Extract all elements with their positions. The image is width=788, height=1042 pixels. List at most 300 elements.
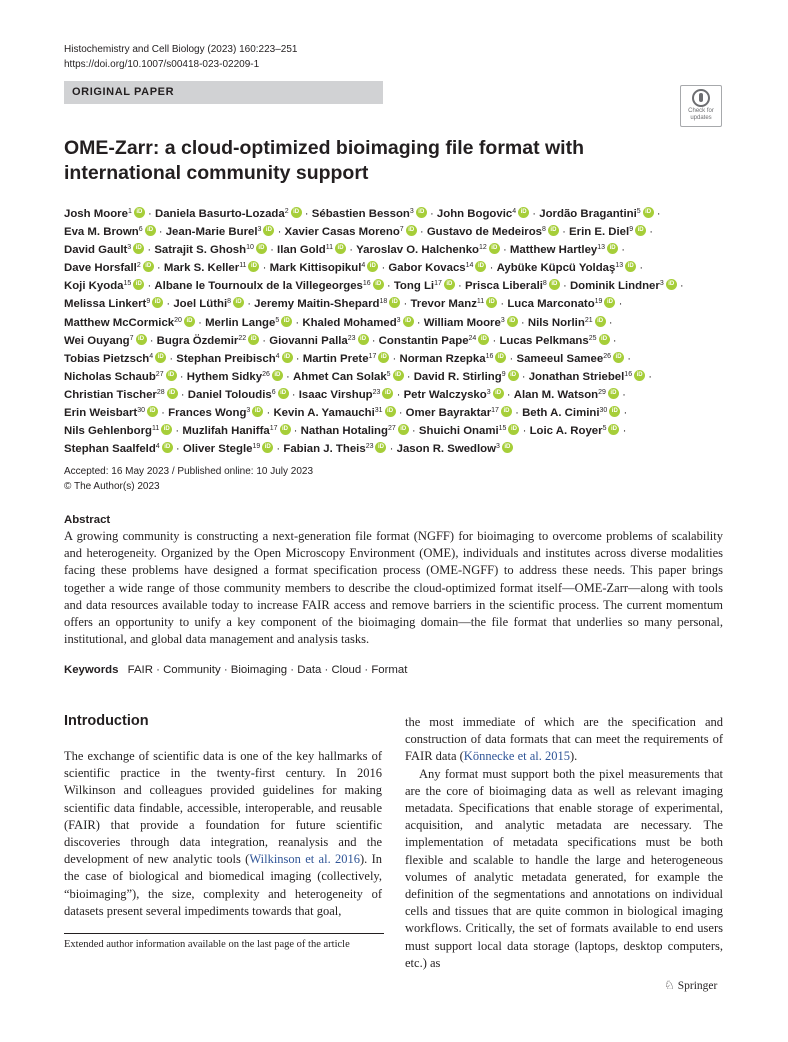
- orcid-icon[interactable]: [248, 334, 259, 345]
- orcid-icon[interactable]: [233, 297, 244, 308]
- author-name[interactable]: Satrajit S. Ghosh$^{10}$iD: [154, 244, 267, 256]
- author-line: [64, 205, 736, 223]
- orcid-icon[interactable]: [406, 225, 417, 236]
- author-separator: ·: [408, 425, 419, 438]
- footnote: Extended author information available on the last page of the article: [64, 939, 350, 950]
- author-separator: ·: [393, 388, 404, 401]
- author-separator: ·: [619, 425, 627, 438]
- author-line: [64, 241, 736, 259]
- orcid-icon[interactable]: [595, 316, 606, 327]
- affiliation-number: 10: [246, 244, 254, 252]
- orcid-icon[interactable]: [548, 225, 559, 236]
- author-name[interactable]: Aybüke Küpcü Yoldaş$^{13}$iD: [497, 262, 637, 274]
- affiliation-number: 16: [362, 280, 371, 288]
- author-name[interactable]: Mark S. Keller$^{11}$iD: [164, 262, 260, 274]
- author-name[interactable]: Hythem Sidky$^{26}$iD: [187, 371, 283, 383]
- orcid-icon[interactable]: [635, 225, 646, 236]
- author-name[interactable]: Tobias Pietzsch$^4$iD: [64, 353, 166, 365]
- affiliation-number: 17: [491, 407, 499, 415]
- affiliation-number: 30: [599, 407, 608, 415]
- orcid-icon[interactable]: [252, 406, 263, 417]
- copyright: © The Author(s) 2023: [64, 481, 160, 492]
- affiliation-number: 26: [603, 352, 612, 360]
- author-name[interactable]: Khaled Mohamed$^3$iD: [302, 317, 413, 329]
- affiliation-number: 17: [368, 352, 377, 360]
- orcid-icon[interactable]: [134, 207, 145, 218]
- author-separator: ·: [346, 244, 357, 257]
- publication-dates: [64, 464, 313, 494]
- author-separator: ·: [518, 370, 529, 383]
- affiliation-number: 16: [485, 352, 494, 360]
- orcid-icon[interactable]: [278, 388, 289, 399]
- check-updates-icon: [692, 89, 710, 107]
- orcid-icon[interactable]: [607, 243, 618, 254]
- author-separator: ·: [259, 334, 270, 347]
- affiliation-number: 6: [271, 388, 276, 396]
- author-name[interactable]: Martin Prete$^{17}$iD: [303, 353, 390, 365]
- author-name[interactable]: Oliver Stegle$^{19}$iD: [183, 443, 273, 455]
- affiliation-number: 28: [156, 388, 165, 396]
- keywords-list: FAIR · Community · Bioimaging · Data · Cloud · Format: [127, 664, 408, 676]
- author-line: [64, 404, 736, 422]
- author-name[interactable]: Isaac Virshup$^{23}$iD: [299, 389, 394, 401]
- affiliation-number: 11: [239, 262, 247, 270]
- affiliation-number: 29: [598, 388, 606, 396]
- author-separator: ·: [395, 407, 406, 420]
- author-name[interactable]: Alan M. Watson$^{29}$iD: [514, 389, 619, 401]
- check-for-updates-badge[interactable]: [680, 85, 722, 127]
- orcid-icon[interactable]: [495, 352, 506, 363]
- orcid-icon[interactable]: [167, 388, 178, 399]
- intro-paragraph-1-continued: the most immediate of which are the specification and construction of data formats that can meet the requirements of FAIR data (Könnecke et al. 2015).: [405, 715, 723, 764]
- affiliation-number: 3: [127, 244, 132, 252]
- affiliation-number: 17: [269, 425, 278, 433]
- affiliation-number: 5: [275, 316, 280, 324]
- author-line: [64, 277, 736, 295]
- affiliation-number: 8: [542, 226, 546, 234]
- orcid-icon[interactable]: [262, 442, 273, 453]
- author-separator: ·: [454, 280, 466, 293]
- affiliation-number: 5: [386, 370, 391, 378]
- affiliation-number: 11: [325, 244, 334, 252]
- author-separator: ·: [158, 407, 169, 420]
- orcid-icon[interactable]: [643, 207, 654, 218]
- affiliation-number: 21: [584, 316, 593, 324]
- orcid-icon[interactable]: [501, 406, 512, 417]
- author-separator: ·: [605, 316, 613, 329]
- affiliation-number: 13: [615, 262, 624, 270]
- author-line: [64, 350, 736, 368]
- footnote-divider: [64, 933, 384, 934]
- author-name[interactable]: Albane le Tournoulx de la Villegeorges$^{16}$iD: [154, 280, 383, 292]
- author-name[interactable]: Mark Kittisopikul$^4$iD: [270, 262, 379, 274]
- orcid-icon[interactable]: [291, 207, 302, 218]
- author-separator: ·: [172, 425, 183, 438]
- author-separator: ·: [263, 407, 274, 420]
- orcid-icon[interactable]: [335, 243, 346, 254]
- author-separator: ·: [503, 388, 514, 401]
- affiliation-number: 16: [624, 370, 633, 378]
- affiliation-number: 19: [252, 443, 261, 451]
- orcid-icon[interactable]: [143, 261, 154, 272]
- author-name[interactable]: Erin E. Diel$^9$iD: [569, 226, 646, 238]
- orcid-icon[interactable]: [378, 352, 389, 363]
- author-list: [64, 205, 736, 458]
- author-separator: ·: [615, 298, 623, 311]
- author-separator: ·: [676, 280, 684, 293]
- author-name[interactable]: Ahmet Can Solak$^5$iD: [293, 371, 404, 383]
- author-separator: ·: [426, 208, 437, 220]
- affiliation-number: 9: [501, 370, 506, 378]
- author-separator: ·: [506, 352, 517, 365]
- orcid-icon[interactable]: [367, 261, 378, 272]
- orcid-icon[interactable]: [613, 352, 624, 363]
- orcid-icon[interactable]: [444, 279, 455, 290]
- author-separator: ·: [290, 425, 301, 438]
- accepted-published-dates: Accepted: 16 May 2023 / Published online: 10 July 2023: [64, 466, 314, 477]
- author-name[interactable]: Gustavo de Medeiros$^8$iD: [427, 226, 559, 238]
- orcid-icon[interactable]: [486, 297, 497, 308]
- author-separator: ·: [378, 262, 389, 275]
- author-separator: ·: [511, 407, 523, 420]
- author-name[interactable]: Matthew Hartley$^{13}$iD: [510, 244, 618, 256]
- affiliation-number: 3: [500, 316, 505, 324]
- author-name[interactable]: Eva M. Brown$^6$iD: [64, 226, 156, 238]
- author-separator: ·: [266, 244, 278, 257]
- author-name[interactable]: Josh Moore$^1$iD: [64, 208, 145, 220]
- affiliation-number: 20: [174, 316, 182, 324]
- author-separator: ·: [620, 407, 628, 420]
- author-name[interactable]: Nicholas Schaub$^{27}$iD: [64, 371, 177, 383]
- affiliation-number: 23: [365, 443, 374, 451]
- author-separator: ·: [517, 316, 528, 329]
- orcid-icon[interactable]: [263, 225, 274, 236]
- author-name[interactable]: Jordão Bragantini$^5$iD: [539, 208, 653, 220]
- orcid-icon[interactable]: [280, 424, 291, 435]
- author-name[interactable]: Loic A. Royer$^5$iD: [530, 425, 620, 437]
- author-separator: ·: [499, 244, 510, 257]
- author-name[interactable]: David R. Stirling$^9$iD: [414, 371, 519, 383]
- article-type-label: ORIGINAL PAPER: [64, 81, 383, 104]
- affiliation-number: 22: [238, 334, 247, 342]
- affiliation-number: 19: [594, 298, 603, 306]
- author-separator: ·: [166, 352, 177, 365]
- author-separator: ·: [497, 298, 508, 311]
- intro-paragraph-2: Any format must support both the pixel measurements that are the core of bioimaging data as well as relevant imaging metadata. Specifications that enable storage of experimental, acquisition, and analytic metadata are necessary. The implementation of metadata specifications must be both flexible and scalable to handle the large and heterogeneous volumes of analytic metadata generated, for example the definition of the segmentations and annotations on individual cells and tissues that are quite common in biological imaging workflows. Critically, the set of formats available to end users must support local data storage (laptops, desktop computers, etc.) as: [405, 766, 723, 970]
- orcid-icon[interactable]: [385, 406, 396, 417]
- author-name[interactable]: Trevor Manz$^{11}$iD: [410, 298, 497, 310]
- orcid-icon[interactable]: [152, 297, 163, 308]
- author-separator: ·: [646, 226, 654, 239]
- author-line: [64, 223, 736, 241]
- abstract-text: A growing community is constructing a next-generation file format (NGFF) for bioimaging to overcome problems of scalability and heterogeneity. Organized by the Open Microscopy Environment (OME), individuals and institutes across diverse modalities facing these problems have designed a format specification process (OME-NGFF) to address these needs. This paper brings together a wide range of those community members to describe the cloud-optimized format itself—OME-Zarr—along with tools and data resources available today to increase FAIR access and remove barriers in the scientific process. The current momentum offers an opportunity to unify a key component of the bioimaging domain—the file format that underlies so many personal, institutional, and global data management and analysis tasks.: [64, 529, 723, 647]
- author-name[interactable]: Matthew McCormick$^{20}$iD: [64, 317, 195, 329]
- author-separator: ·: [194, 316, 206, 329]
- author-separator: ·: [177, 388, 188, 401]
- author-separator: ·: [282, 370, 293, 383]
- affiliation-number: 18: [379, 298, 388, 306]
- author-separator: ·: [559, 280, 570, 293]
- author-separator: ·: [274, 226, 285, 239]
- author-separator: ·: [383, 280, 394, 293]
- intro-paragraph-1: The exchange of scientific data is one of the key hallmarks of scientific practice in the twenty-first century. In 2016 Wilkinson and colleagues provided guidelines for making scientific data findable, accessible, interoperable, and reusable (FAIR) that provide a foundation for future scientific discoveries through data integration, reanalysis and the development of new analytic tools (Wilkinson et al. 2016). In the case of biological and biomedical imaging (collectively, “bioimaging”), the size, complexity and heterogeneity of datasets present several impediments towards that goal,: [64, 749, 383, 918]
- author-name[interactable]: Beth A. Cimini$^{30}$iD: [522, 407, 620, 419]
- author-separator: ·: [292, 352, 303, 365]
- author-name[interactable]: Erin Weisbart$^{30}$iD: [64, 407, 158, 419]
- author-line: [64, 368, 736, 386]
- author-name[interactable]: Jean-Marie Burel$^3$iD: [166, 226, 275, 238]
- author-name[interactable]: Stephan Saalfeld$^4$iD: [64, 443, 173, 455]
- orcid-icon[interactable]: [549, 279, 560, 290]
- author-separator: ·: [624, 352, 631, 365]
- orcid-icon[interactable]: [416, 207, 427, 218]
- affiliation-number: 17: [434, 280, 442, 288]
- citation-link[interactable]: Wilkinson et al. 2016: [249, 852, 360, 867]
- orcid-icon[interactable]: [166, 370, 177, 381]
- author-separator: ·: [653, 208, 661, 220]
- orcid-icon[interactable]: [373, 279, 384, 290]
- affiliation-number: 12: [479, 244, 487, 252]
- author-name[interactable]: Bugra Özdemir$^{22}$iD: [157, 335, 259, 347]
- author-line: [64, 422, 736, 440]
- orcid-icon[interactable]: [155, 352, 166, 363]
- orcid-icon[interactable]: [393, 370, 404, 381]
- author-separator: ·: [301, 208, 312, 220]
- affiliation-number: 26: [262, 370, 270, 378]
- author-separator: ·: [636, 262, 644, 275]
- author-line: [64, 386, 736, 404]
- orcid-icon[interactable]: [161, 424, 172, 435]
- affiliation-number: 30: [137, 407, 146, 415]
- author-name[interactable]: Nils Gehlenborg$^{11}$iD: [64, 425, 172, 437]
- author-separator: ·: [403, 370, 414, 383]
- author-separator: ·: [244, 298, 255, 311]
- author-separator: ·: [292, 316, 303, 329]
- author-name[interactable]: Sébastien Besson$^3$iD: [312, 208, 427, 220]
- affiliation-number: 4: [155, 443, 160, 451]
- author-separator: ·: [609, 334, 617, 347]
- orcid-icon[interactable]: [184, 316, 195, 327]
- orcid-icon[interactable]: [375, 442, 386, 453]
- right-column: [405, 714, 723, 972]
- affiliation-number: 4: [149, 352, 154, 360]
- author-separator: ·: [558, 226, 570, 239]
- affiliation-number: 25: [588, 334, 597, 342]
- author-separator: ·: [172, 443, 183, 456]
- author-name[interactable]: William Moore$^3$iD: [424, 317, 518, 329]
- orcid-icon[interactable]: [608, 424, 619, 435]
- author-name[interactable]: Ilan Gold$^{11}$iD: [277, 244, 346, 256]
- introduction-heading: Introduction: [64, 713, 149, 729]
- affiliation-number: 27: [387, 425, 396, 433]
- author-name[interactable]: Jonathan Striebel$^{16}$iD: [529, 371, 645, 383]
- affiliation-number: 4: [275, 352, 280, 360]
- orcid-icon[interactable]: [604, 297, 615, 308]
- publisher-name: Springer: [677, 980, 718, 992]
- orcid-icon[interactable]: [609, 406, 620, 417]
- author-name[interactable]: Xavier Casas Moreno$^7$iD: [285, 226, 417, 238]
- affiliation-number: 7: [399, 226, 404, 234]
- orcid-icon[interactable]: [382, 388, 393, 399]
- affiliation-number: 13: [597, 244, 606, 252]
- affiliation-number: 8: [227, 298, 232, 306]
- orcid-icon[interactable]: [136, 334, 147, 345]
- orcid-icon[interactable]: [508, 424, 519, 435]
- author-name[interactable]: Jason R. Swedlow$^3$iD: [397, 443, 513, 455]
- affiliation-number: 11: [151, 425, 160, 433]
- author-line: [64, 332, 736, 350]
- affiliation-number: 23: [347, 334, 356, 342]
- author-name[interactable]: Constantin Pape$^{24}$iD: [379, 335, 490, 347]
- journal-doi[interactable]: https://doi.org/10.1007/s00418-023-02209-1: [64, 59, 260, 70]
- abstract-heading: Abstract: [64, 514, 111, 526]
- orcid-icon[interactable]: [625, 261, 636, 272]
- orcid-icon[interactable]: [502, 442, 513, 453]
- orcid-icon[interactable]: [389, 297, 400, 308]
- author-name[interactable]: Tong Li$^{17}$iD: [394, 280, 455, 292]
- author-name[interactable]: Christian Tischer$^{28}$iD: [64, 389, 178, 401]
- author-separator: ·: [618, 244, 626, 257]
- author-name[interactable]: Gabor Kovacs$^{14}$iD: [388, 262, 486, 274]
- journal-header: [64, 42, 297, 72]
- orcid-icon[interactable]: [489, 243, 500, 254]
- author-separator: ·: [519, 425, 530, 438]
- author-separator: ·: [176, 370, 187, 383]
- author-name[interactable]: John Bogovic$^4$iD: [437, 208, 529, 220]
- author-name[interactable]: Kevin A. Yamauchi$^{31}$iD: [273, 407, 395, 419]
- author-name[interactable]: Melissa Linkert$^9$iD: [64, 298, 163, 310]
- affiliation-number: 5: [636, 208, 641, 215]
- orcid-icon[interactable]: [478, 334, 489, 345]
- keywords-label: Keywords: [64, 664, 119, 676]
- author-name[interactable]: Stephan Preibisch$^4$iD: [176, 353, 292, 365]
- author-separator: ·: [163, 298, 174, 311]
- affiliation-number: 5: [602, 425, 607, 433]
- author-separator: ·: [618, 388, 626, 401]
- orcid-icon[interactable]: [475, 261, 486, 272]
- author-name[interactable]: Merlin Lange$^5$iD: [205, 317, 292, 329]
- author-separator: ·: [288, 388, 299, 401]
- affiliation-number: 11: [476, 298, 485, 306]
- author-name[interactable]: Nathan Hotaling$^{27}$iD: [301, 425, 409, 437]
- affiliation-number: 15: [123, 280, 132, 288]
- citation-link[interactable]: Könnecke et al. 2015: [463, 749, 571, 764]
- springer-horse-icon: ♘: [664, 978, 675, 992]
- author-name[interactable]: Joel Lüthi$^8$iD: [173, 298, 244, 310]
- affiliation-number: 3: [659, 280, 664, 288]
- author-name[interactable]: Yaroslav O. Halchenko$^{12}$iD: [356, 244, 500, 256]
- author-separator: ·: [153, 262, 164, 275]
- author-name[interactable]: David Gault$^3$iD: [64, 244, 144, 256]
- orcid-icon[interactable]: [133, 243, 144, 254]
- affiliation-number: 2: [284, 208, 289, 215]
- affiliation-number: 4: [512, 208, 517, 215]
- author-name[interactable]: Daniel Toloudis$^6$iD: [188, 389, 289, 401]
- orcid-icon[interactable]: [507, 316, 518, 327]
- affiliation-number: 3: [246, 407, 251, 415]
- orcid-icon[interactable]: [282, 352, 293, 363]
- orcid-icon[interactable]: [608, 388, 619, 399]
- author-name[interactable]: Dave Horsfall$^2$iD: [64, 262, 154, 274]
- orcid-icon[interactable]: [272, 370, 283, 381]
- orcid-icon[interactable]: [256, 243, 267, 254]
- orcid-icon[interactable]: [133, 279, 144, 290]
- left-column: [64, 748, 382, 920]
- author-name[interactable]: Lucas Pelkmans$^{25}$iD: [499, 335, 609, 347]
- author-separator: ·: [413, 316, 424, 329]
- orcid-icon[interactable]: [248, 261, 259, 272]
- author-name[interactable]: Dominik Lindner$^3$iD: [570, 280, 677, 292]
- author-separator: ·: [386, 443, 397, 456]
- author-separator: ·: [416, 226, 427, 239]
- author-name[interactable]: Sameeul Samee$^{26}$iD: [516, 353, 624, 365]
- orcid-icon[interactable]: [634, 370, 645, 381]
- orcid-icon[interactable]: [162, 442, 173, 453]
- author-name[interactable]: Fabian J. Theis$^{23}$iD: [283, 443, 386, 455]
- author-name[interactable]: Jeremy Maitin-Shepard$^{18}$iD: [254, 298, 400, 310]
- affiliation-number: 27: [155, 370, 164, 378]
- affiliation-number: 9: [146, 298, 151, 306]
- author-name[interactable]: Frances Wong$^3$iD: [168, 407, 263, 419]
- author-line: [64, 440, 736, 458]
- author-name[interactable]: Wei Ouyang$^7$iD: [64, 335, 147, 347]
- affiliation-number: 3: [495, 443, 500, 451]
- orcid-icon[interactable]: [518, 207, 529, 218]
- author-separator: ·: [529, 208, 540, 220]
- author-separator: ·: [486, 262, 497, 275]
- orcid-icon[interactable]: [403, 316, 414, 327]
- orcid-icon[interactable]: [599, 334, 610, 345]
- orcid-icon[interactable]: [281, 316, 292, 327]
- affiliation-number: 3: [486, 388, 491, 396]
- affiliation-number: 9: [629, 226, 634, 234]
- orcid-icon[interactable]: [508, 370, 519, 381]
- orcid-icon[interactable]: [358, 334, 369, 345]
- publisher-logo: [664, 978, 717, 993]
- orcid-icon[interactable]: [666, 279, 677, 290]
- orcid-icon[interactable]: [398, 424, 409, 435]
- author-separator: ·: [144, 244, 155, 257]
- author-name[interactable]: Norman Rzepka$^{16}$iD: [399, 353, 506, 365]
- affiliation-number: 15: [498, 425, 507, 433]
- author-separator: ·: [273, 443, 284, 456]
- author-name[interactable]: Koji Kyoda$^{15}$iD: [64, 280, 144, 292]
- author-name[interactable]: Daniela Basurto-Lozada$^2$iD: [155, 208, 302, 220]
- author-name[interactable]: Nils Norlin$^{21}$iD: [528, 317, 606, 329]
- orcid-icon[interactable]: [493, 388, 504, 399]
- affiliation-number: 1: [127, 208, 132, 215]
- check-updates-label: Check for updates: [688, 108, 714, 121]
- author-name[interactable]: Luca Marconato$^{19}$iD: [507, 298, 615, 310]
- author-separator: ·: [146, 334, 157, 347]
- author-separator: ·: [400, 298, 411, 311]
- orcid-icon[interactable]: [147, 406, 158, 417]
- author-name[interactable]: Prisca Liberali$^8$iD: [465, 280, 560, 292]
- affiliation-number: 3: [409, 208, 414, 215]
- affiliation-number: 3: [257, 226, 262, 234]
- author-name[interactable]: Omer Bayraktar$^{17}$iD: [406, 407, 512, 419]
- author-name[interactable]: Muzlifah Haniffa$^{17}$iD: [182, 425, 290, 437]
- author-name[interactable]: Shuichi Onami$^{15}$iD: [419, 425, 520, 437]
- orcid-icon[interactable]: [145, 225, 156, 236]
- author-separator: ·: [368, 334, 379, 347]
- affiliation-number: 31: [374, 407, 383, 415]
- author-name[interactable]: Giovanni Palla$^{23}$iD: [269, 335, 368, 347]
- author-separator: ·: [144, 208, 155, 220]
- author-name[interactable]: Petr Walczysko$^3$iD: [404, 389, 504, 401]
- affiliation-number: 2: [136, 262, 141, 270]
- author-separator: ·: [389, 352, 400, 365]
